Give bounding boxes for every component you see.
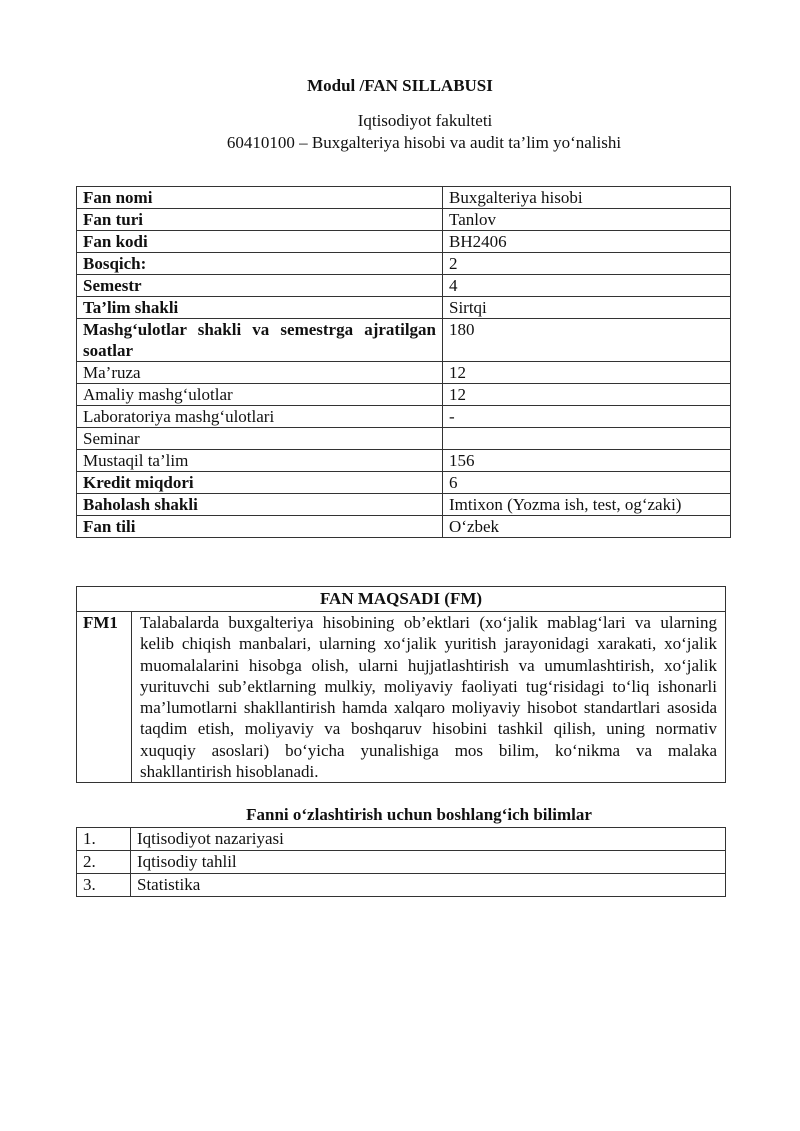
table-row	[77, 828, 726, 851]
table-row	[77, 516, 731, 538]
table-row	[77, 253, 731, 275]
goal-heading: FAN MAQSADI (FM)	[77, 587, 726, 612]
table-row	[77, 384, 731, 406]
info-value: -	[443, 406, 731, 428]
prereq-number: 2.	[77, 851, 131, 874]
table-row	[77, 362, 731, 384]
table-row	[77, 874, 726, 897]
course-info-table	[76, 186, 731, 538]
table-row	[77, 851, 726, 874]
info-value: Sirtqi	[443, 297, 731, 319]
info-key: Fan nomi	[77, 187, 443, 209]
info-value: 2	[443, 253, 731, 275]
table-row	[77, 612, 726, 783]
table-row	[77, 406, 731, 428]
info-key: Bosqich:	[77, 253, 443, 275]
table-row	[77, 587, 726, 612]
page-title: Modul /FAN SILLABUSI	[307, 76, 493, 95]
info-key: Seminar	[77, 428, 443, 450]
table-row	[77, 275, 731, 297]
prereq-name: Iqtisodiyot nazariyasi	[131, 828, 726, 851]
info-value: 180	[443, 319, 731, 362]
prereq-number: 3.	[77, 874, 131, 897]
study-direction: 60410100 – Buxgalteriya hisobi va audit ta’lim yo‘nalishi	[226, 133, 622, 152]
table-row	[77, 297, 731, 319]
info-key: Laboratoriya mashg‘ulotlari	[77, 406, 443, 428]
info-value: Buxgalteriya hisobi	[443, 187, 731, 209]
prereq-name: Iqtisodiy tahlil	[131, 851, 726, 874]
table-row	[77, 494, 731, 516]
info-value: O‘zbek	[443, 516, 731, 538]
info-key: Fan turi	[77, 209, 443, 231]
info-value: 12	[443, 384, 731, 406]
goal-text: Talabalarda buxgalteriya hisobining ob’ektlari (xo‘jalik mablag‘lari va ularning kelib chiqish manbalari, ularning xo‘jalik yuritish jarayonidagi xarakati, xo‘jalik muomalalarini hisobga olish, ularni hujjatlashtirish va umumlashtirish, xo‘jalik yurituvchi sub’ektlarning mulkiy, moliyaviy faoliyati tug‘risidagi to‘liq ishonarli ma’lumotlarni shakllantirish hamda xalqaro moliyaviy hisobot standartlari asosida taqdim etish, moliyaviy va boshqaruv hisobini tashkil qilish, uning normativ xuquqiy asoslari) bo‘yicha yunalishiga mos bilim, ko‘nikma va malaka shakllantirish hisoblanadi.	[132, 612, 726, 783]
prerequisites-table	[76, 827, 726, 897]
prereq-name: Statistika	[131, 874, 726, 897]
info-value: BH2406	[443, 231, 731, 253]
info-value	[443, 428, 731, 450]
info-key: Ta’lim shakli	[77, 297, 443, 319]
table-row	[77, 187, 731, 209]
info-value: 4	[443, 275, 731, 297]
info-key: Amaliy mashg‘ulotlar	[77, 384, 443, 406]
table-row	[77, 472, 731, 494]
info-key: Semestr	[77, 275, 443, 297]
table-row	[77, 319, 731, 362]
prerequisites-heading: Fanni o‘zlashtirish uchun boshlang‘ich bilimlar	[246, 805, 592, 824]
info-value: Imtixon (Yozma ish, test, og‘zaki)	[443, 494, 731, 516]
info-value: 6	[443, 472, 731, 494]
info-key: Fan kodi	[77, 231, 443, 253]
table-row	[77, 428, 731, 450]
info-key: Mustaqil ta’lim	[77, 450, 443, 472]
table-row	[77, 231, 731, 253]
info-value: 12	[443, 362, 731, 384]
info-value: 156	[443, 450, 731, 472]
info-key: Mashg‘ulotlar shakli va semestrga ajratilgan soatlar	[77, 319, 443, 362]
info-key: Ma’ruza	[77, 362, 443, 384]
info-key: Baholash shakli	[77, 494, 443, 516]
info-key: Kredit miqdori	[77, 472, 443, 494]
table-row	[77, 450, 731, 472]
goal-code: FM1	[77, 612, 132, 783]
prereq-number: 1.	[77, 828, 131, 851]
course-goal-table	[76, 586, 726, 783]
info-key: Fan tili	[77, 516, 443, 538]
faculty-name: Iqtisodiyot fakulteti	[357, 111, 493, 130]
table-row	[77, 209, 731, 231]
info-value: Tanlov	[443, 209, 731, 231]
